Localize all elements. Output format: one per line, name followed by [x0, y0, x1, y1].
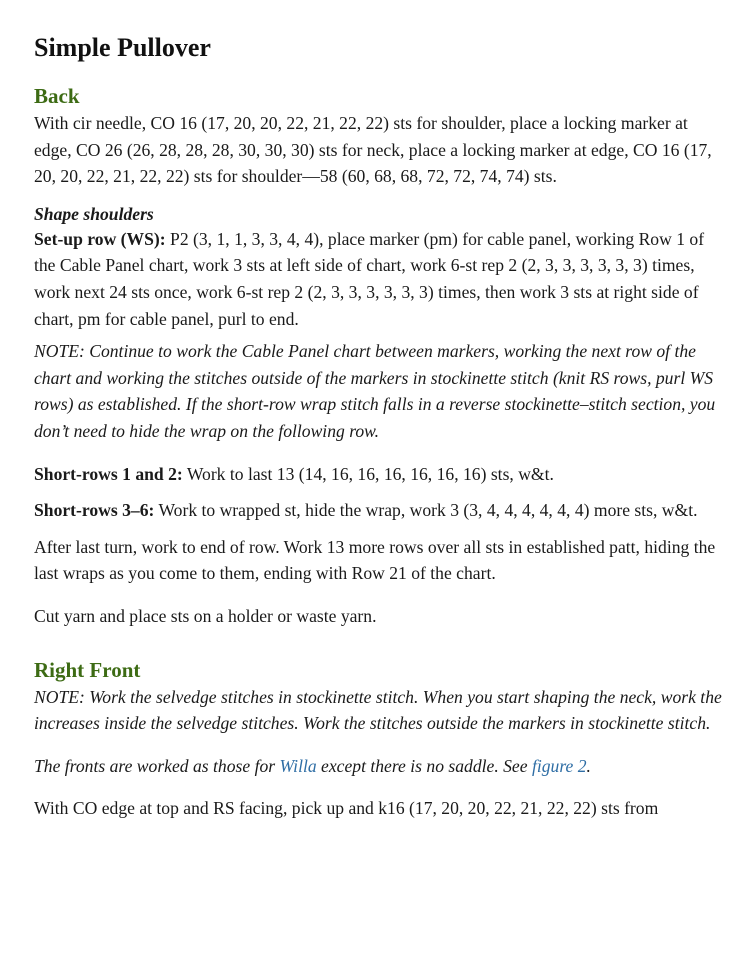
- subheading-shape-shoulders: Shape shoulders: [34, 203, 154, 224]
- fronts-text-end: .: [586, 755, 591, 776]
- section-heading-back: Back: [34, 84, 80, 108]
- setup-row-text: P2 (3, 1, 1, 3, 3, 4, 4), place marker (pm) for cable panel, working Row 1 of the Cable Panel chart, work 3 sts at left side of chart, work 6-st rep 2 (2, 3, 3, 3, 3, 3, 3) times, work next 24 sts once, work 6-st rep 2 (2, 3, 3, 3, 3, 3, 3) times, then work 3 sts at right side of chart, pm for cable panel, purl to end.: [34, 228, 705, 329]
- fronts-text-middle: except there is no saddle. See: [316, 755, 532, 776]
- page-title: Simple Pullover: [34, 33, 211, 62]
- short-rows-1-2-label: Short-rows 1 and 2:: [34, 463, 183, 484]
- figure-2-link[interactable]: figure 2: [531, 755, 587, 776]
- setup-row-paragraph: [34, 226, 724, 332]
- after-last-turn-paragraph: After last turn, work to end of row. Work 13 more rows over all sts in established patt, hiding the last wraps as you come to them, ending with Row 21 of the chart.: [34, 536, 716, 584]
- fronts-text-start: The fronts are worked as those for: [34, 755, 280, 776]
- short-rows-1-2-paragraph: [34, 461, 724, 488]
- back-note-paragraph: NOTE: Continue to work the Cable Panel chart between markers, working the next row of the chart and working the stitches outside of the markers in stockinette stitch (knit RS rows, purl WS rows) as established. If the short-row wrap stitch falls in a reverse stockinette–stitch section, you don’t need to hide the wrap on the following row.: [34, 341, 716, 441]
- section-heading-right-front: Right Front: [34, 657, 141, 682]
- willa-link[interactable]: Willa: [279, 755, 317, 776]
- fronts-paragraph: [34, 753, 724, 780]
- cut-yarn-paragraph: Cut yarn and place sts on a holder or waste yarn.: [34, 605, 377, 626]
- pickup-paragraph: With CO edge at top and RS facing, pick up and k16 (17, 20, 20, 22, 21, 22, 22) sts from: [34, 798, 659, 819]
- document-page: [34, 30, 724, 822]
- short-rows-3-6-paragraph: [34, 497, 724, 524]
- short-rows-1-2-text: Work to last 13 (14, 16, 16, 16, 16, 16, 16) sts, w&t.: [182, 463, 554, 484]
- setup-row-label: Set-up row (WS):: [34, 228, 166, 249]
- short-rows-3-6-text: Work to wrapped st, hide the wrap, work 3 (3, 4, 4, 4, 4, 4, 4) more sts, w&t.: [154, 500, 698, 521]
- right-front-note-paragraph: NOTE: Work the selvedge stitches in stockinette stitch. When you start shaping the neck, work the increases inside the selvedge stitches. Work the stitches outside the markers in stockinette stitch.: [34, 686, 722, 734]
- back-intro-paragraph: With cir needle, CO 16 (17, 20, 20, 22, 21, 22, 22) sts for shoulder, place a locking marker at edge, CO 26 (26, 28, 28, 28, 30, 30, 30) sts for neck, place a locking marker at edge, CO 16 (17, 20, 20, 22, 21, 22, 22) sts for shoulder—58 (60, 68, 68, 72, 72, 74, 74) sts.: [34, 113, 712, 187]
- short-rows-3-6-label: Short-rows 3–6:: [34, 500, 155, 521]
